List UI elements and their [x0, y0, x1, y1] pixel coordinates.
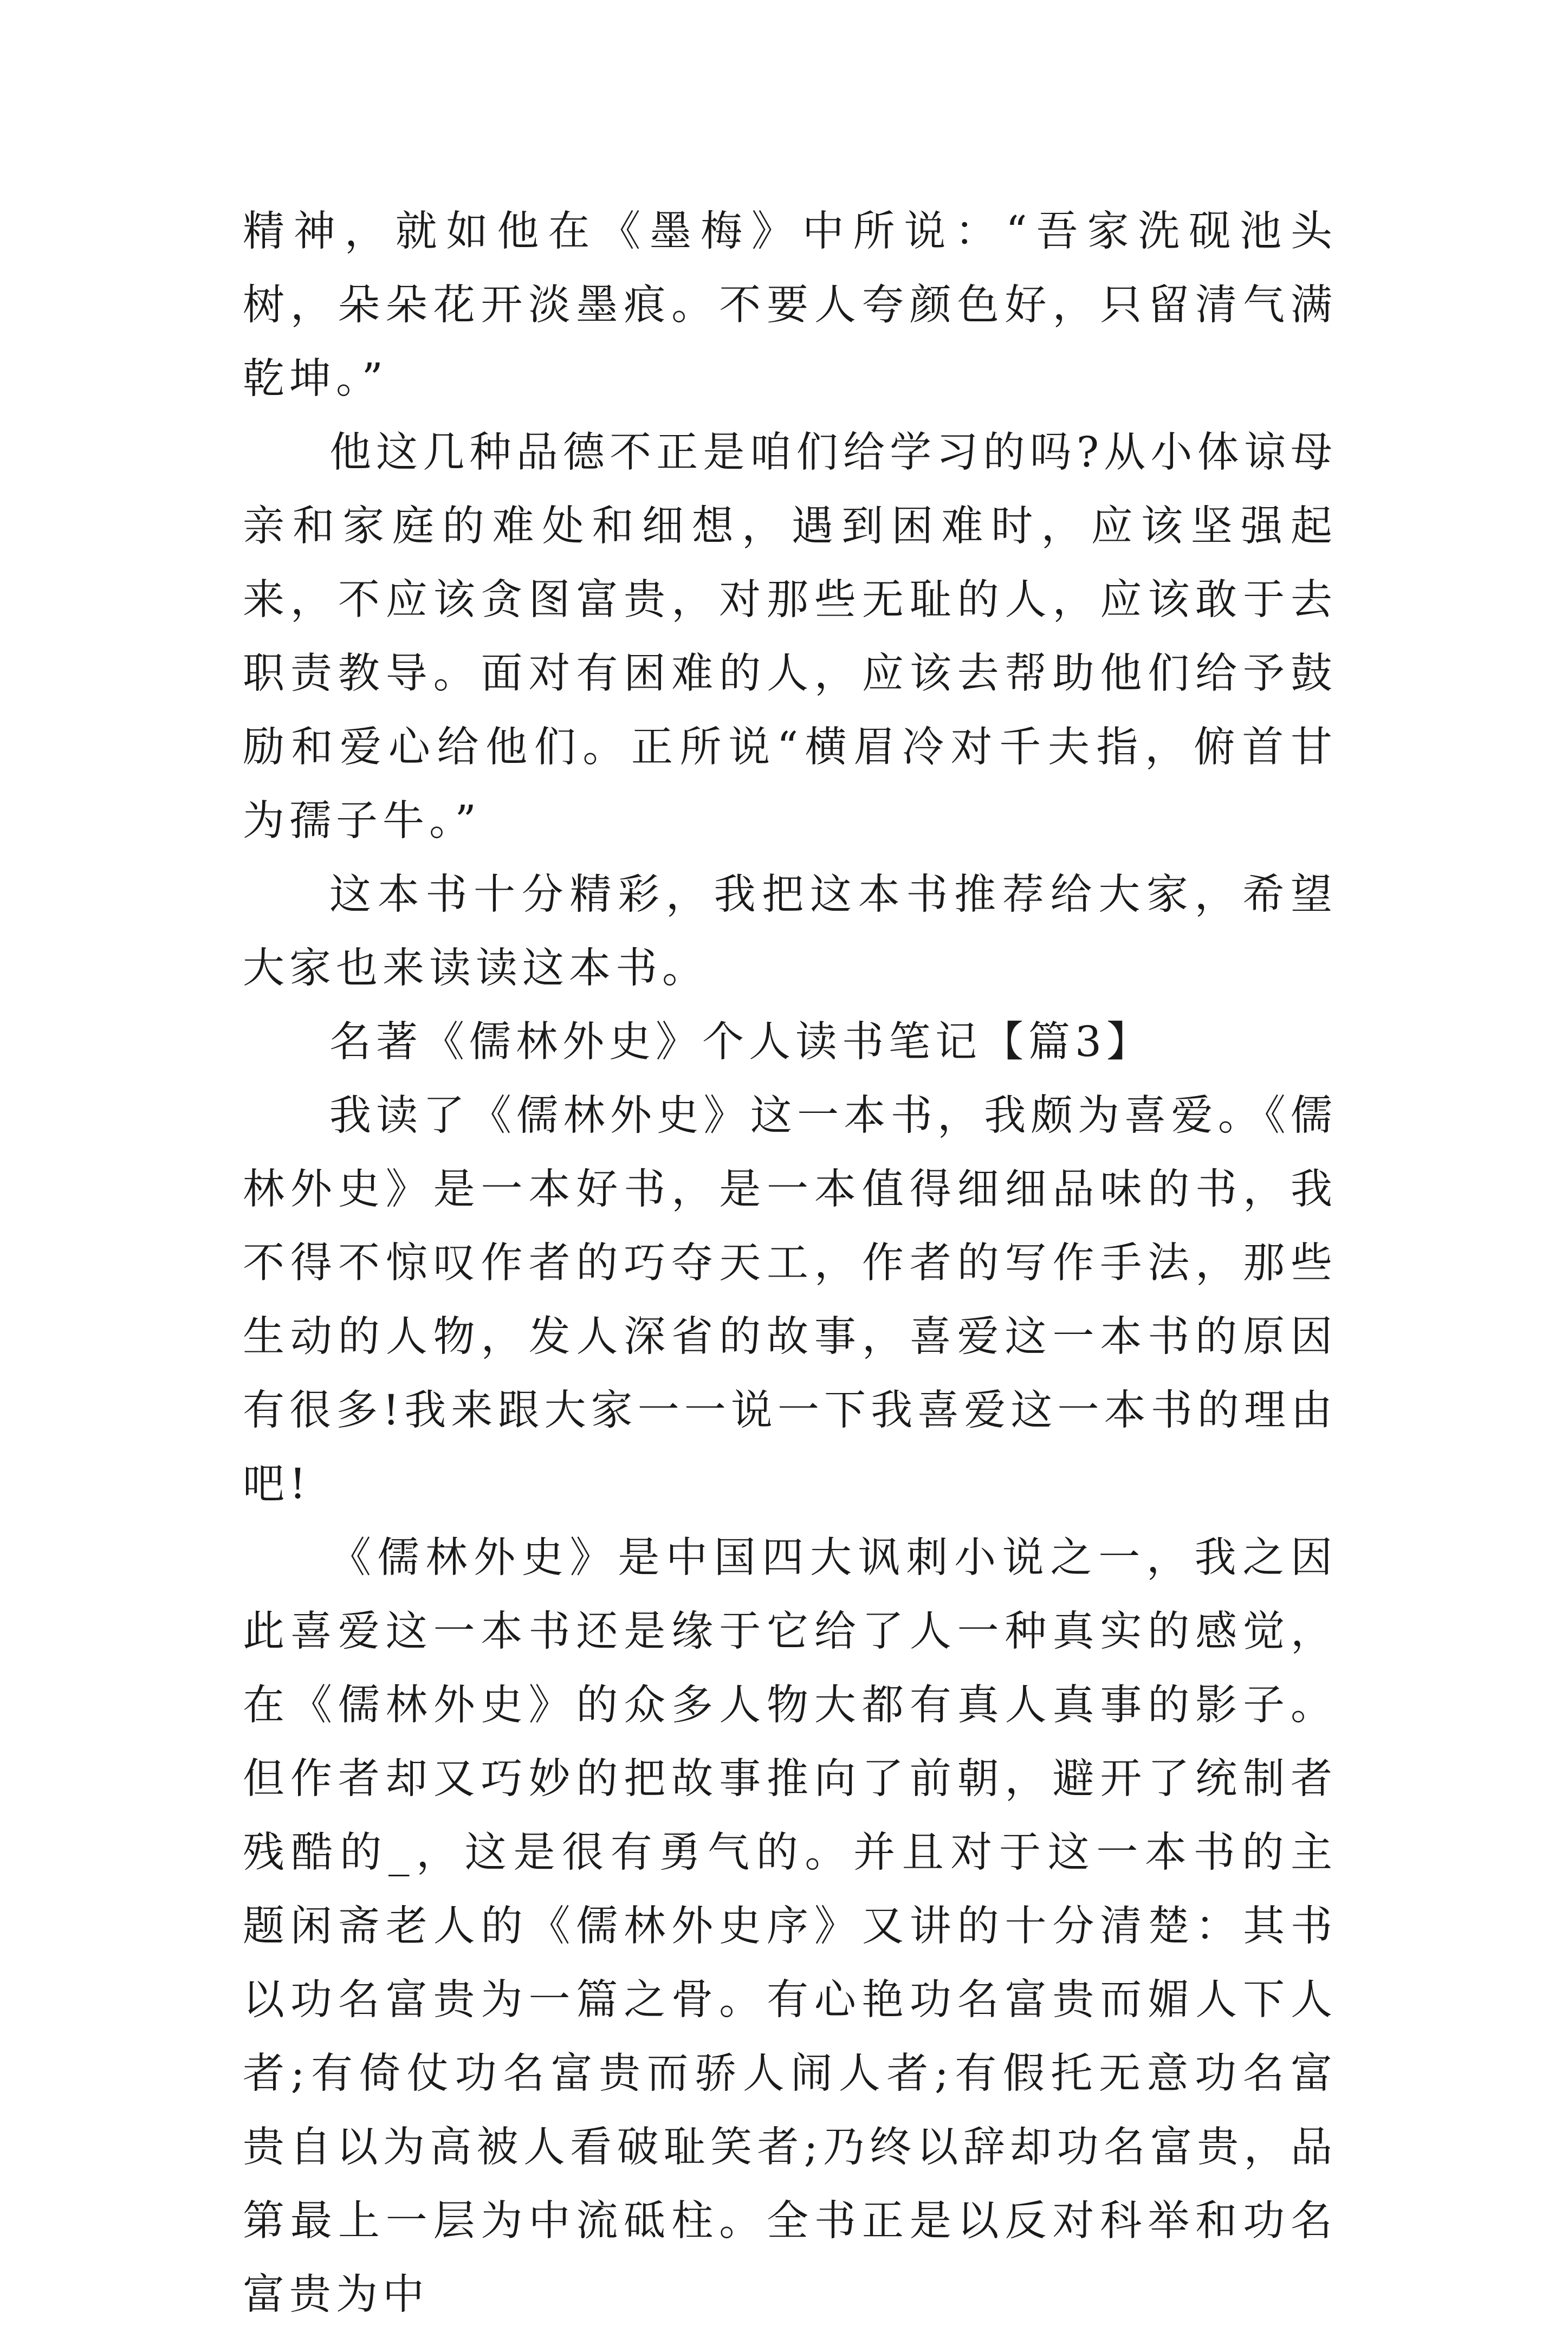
- paragraph-5: 《儒林外史》是中国四大讽刺小说之一，我之因此喜爱这一本书还是缘于它给了人一种真实的感觉，在《儒林外史》的众多人物大都有真人真事的影子。但作者却又巧妙的把故事推向了前朝，避开了统制者残酷的_，这是很有勇气的。并且对于这一本书的主题闲斋老人的《儒林外史序》又讲的十分清楚：其书以功名富贵为一篇之骨。有心艳功名富贵而媚人下人者;有倚仗功名富贵而骄人闹人者;有假托无意功名富贵自以为高被人看破耻笑者;乃终以辞却功名富贵，品第最上一层为中流砥柱。全书正是以反对科举和功名富贵为中: [243, 1534, 1337, 2319]
- paragraph-2: 他这几种品德不正是咱们给学习的吗?从小体谅母亲和家庭的难处和细想，遇到困难时，应该坚强起来，不应该贪图富贵，对那些无耻的人，应该敢于去职责教导。面对有困难的人，应该去帮助他们给予鼓励和爱心给他们。正所说“横眉冷对千夫指，俯首甘为孺子牛。”: [243, 429, 1337, 845]
- document-body: [243, 195, 1337, 2332]
- paragraph-3: 这本书十分精彩，我把这本书推荐给大家，希望大家也来读读这本书。: [243, 871, 1337, 993]
- paragraph-4: 我读了《儒林外史》这一本书，我颇为喜爱。《儒林外史》是一本好书，是一本值得细细品味的书，我不得不惊叹作者的巧夺天工，作者的写作手法，那些生动的人物，发人深省的故事，喜爱这一本书的原因有很多!我来跟大家一一说一下我喜爱这一本书的理由吧!: [243, 1092, 1337, 1508]
- paragraph-1: 精神，就如他在《墨梅》中所说：“吾家洗砚池头树，朵朵花开淡墨痕。不要人夸颜色好，只留清气满乾坤。”: [243, 208, 1337, 403]
- section-heading: 名著《儒林外史》个人读书笔记【篇3】: [329, 1018, 1153, 1066]
